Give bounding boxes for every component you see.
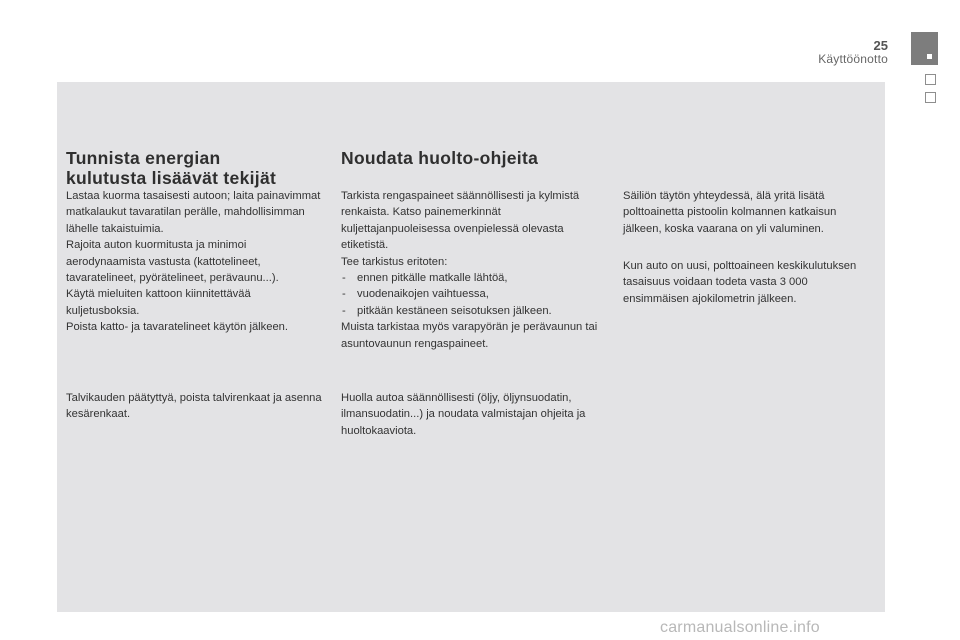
energy-consumption-heading: Tunnista energian kulutusta lisäävät tekijät [66,148,277,188]
section-title: Käyttöönotto [818,52,888,66]
tyre-pressure-block [341,188,603,352]
left-column [66,82,326,421]
chapter-nav-square-1[interactable] [925,74,936,85]
new-car-consumption-text: Kun auto on uusi, polttoaineen keskikulutuksen tasaisuus voidaan todeta vasta 3 000 ensimmäisen ajokilometrin jälkeen. [623,260,857,305]
content-panel [57,82,885,612]
maintenance-heading: Noudata huolto-ohjeita [341,148,539,168]
list-item: - ennen pitkälle matkalle lähtöä, [341,270,603,286]
chapter-tab[interactable] [911,32,938,65]
refuelling-text: Säiliön täytön yhteydessä, älä yritä lisätä polttoainetta pistoolin kolmannen katkaisun jälkeen, koska vaarana on yli valuminen. [623,190,837,235]
list-item: - vuodenaikojen vaihtuessa, [341,286,603,302]
winter-tyres-text: Talvikauden päätyttyä, poista talvirenkaat ja asenna kesärenkaat. [66,392,322,421]
page-number: 25 [873,38,888,53]
chapter-nav-square-2[interactable] [925,92,936,103]
spare-wheel-text: Muista tarkistaa myös varapyörän je perävaunun tai asuntovaunun rengaspaineet. [341,321,598,350]
tyre-check-list [341,270,603,319]
tyre-pressure-intro: Tarkista rengaspaineet säännöllisesti ja kylmistä renkaista. Katso painemerkinnät kuljettajanpuoleisessa ovenpielessä olevasta etiketistä. Tee tarkistus eritoten: [341,190,580,268]
watermark: carmanualsonline.info [660,619,820,636]
middle-column [341,82,603,437]
service-schedule-text: Huolla autoa säännöllisesti (öljy, öljynsuodatin, ilmansuodatin...) ja noudata valmistajan ohjeita ja huoltokaaviota. [341,392,586,437]
tab-marker-icon [927,54,932,59]
load-advice-text: Lastaa kuorma tasaisesti autoon; laita painavimmat matkalaukut tavaratilan perälle, mahdollisimman lähelle takaistuimia. Rajoita auton kuormitusta ja minimoi aerodynaamista vastusta (kattotelineet, tavaratelineet, pyörätelineet, perävaunu...). Käytä mieluiten kattoon kiinnitettävää kuljetusboksia. Poista katto- ja tavaratelineet käytön jälkeen. [66,190,321,334]
list-item: - pitkään kestäneen seisotuksen jälkeen. [341,303,603,319]
